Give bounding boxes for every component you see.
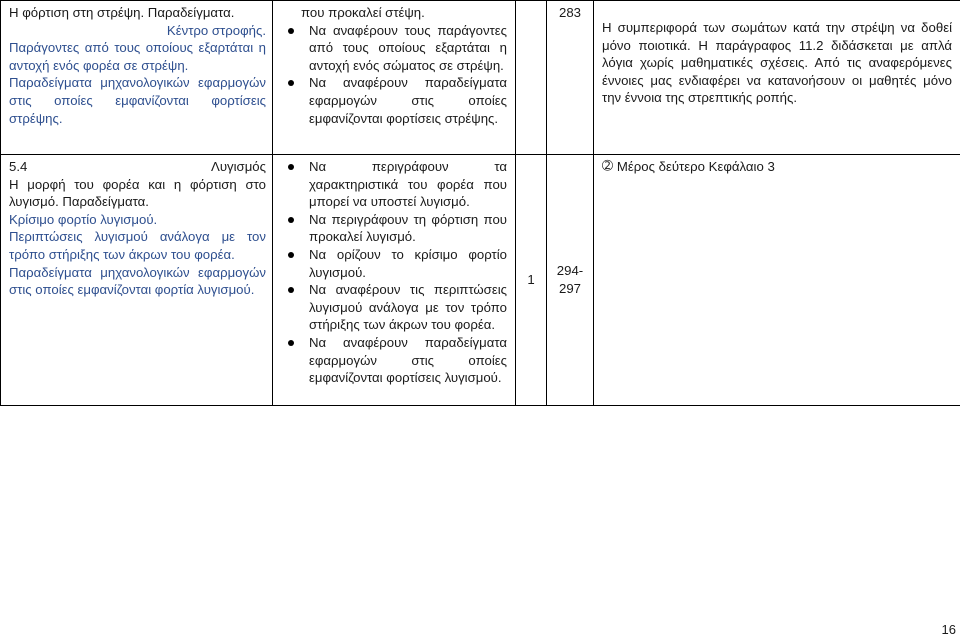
topic-line: Παράγοντες από τους οποίους εξαρτάται η αντοχή ενός φορέα σε στρέψη. xyxy=(9,40,266,73)
topics-cell xyxy=(1,1,273,155)
objectives-list xyxy=(281,158,507,387)
list-item: Να περιγράφουν τη φόρτιση που προκαλεί λυγισμό. xyxy=(281,211,507,246)
pages-cell xyxy=(547,1,594,155)
hours-value xyxy=(516,1,546,7)
objectives-list xyxy=(281,22,507,128)
part-reference xyxy=(602,158,952,176)
hours-value: 1 xyxy=(527,272,535,288)
notes-cell xyxy=(594,1,960,155)
list-item: Να περιγράφουν τα χαρακτηριστικά του φορέα που μπορεί να υποστεί λυγισμό. xyxy=(281,158,507,211)
list-item: Να ορίζουν το κρίσιμο φορτίο λυγισμού. xyxy=(281,246,507,281)
section-title: Λυγισμός xyxy=(211,159,266,174)
part-label-text: Μέρος δεύτερο Κεφάλαιο 3 xyxy=(616,159,775,174)
list-item: Να αναφέρουν παραδείγματα εφαρμογών στις οποίες εμφανίζονται φορτίσεις λυγισμού. xyxy=(281,334,507,387)
circled-number-icon: ➁ xyxy=(602,159,613,174)
topic-line: Η μορφή του φορέα και η φόρτιση στο λυγισμό. Παραδείγματα. xyxy=(9,176,266,210)
section-heading xyxy=(9,158,266,176)
pages-cell xyxy=(547,155,594,406)
pages-value: 283 xyxy=(558,5,581,20)
list-item: Να αναφέρουν τους παράγοντες από τους οποίους εξαρτάται η αντοχή ενός σώματος σε στρέψη. xyxy=(281,22,507,75)
table-row xyxy=(1,1,960,155)
topic-line: Παραδείγματα μηχανολογικών εφαρμογών στις οποίες εμφανίζονται φορτίσεις στρέψης. xyxy=(9,75,266,126)
list-item: Να αναφέρουν τις περιπτώσεις λυγισμού ανάλογα με τον τρόπο στήριξης των άκρων του φορέα. xyxy=(281,281,507,334)
list-item: Να αναφέρουν παραδείγματα εφαρμογών στις οποίες εμφανίζονται φορτίσεις στρέψης. xyxy=(281,74,507,127)
section-number: 5.4 xyxy=(9,159,28,174)
topic-line: Παραδείγματα μηχανολογικών εφαρμογών στις οποίες εμφανίζονται φορτία λυγισμού. xyxy=(9,264,266,298)
notes-text: Η συμπεριφορά των σωμάτων κατά την στρέψη να δοθεί μόνο ποιοτικά. Η παράγραφος 11.2 διδάσκεται με απλά λόγια χωρίς μαθηματικές σχέσεις. Από τις αναφερόμενες έννοιες μας ενδιαφέρει να κατανοήσουν οι μαθητές μόνο την έννοια της στρεπτικής ροπής. xyxy=(602,20,952,106)
objectives-cell xyxy=(273,1,516,155)
objective-continuation: που προκαλεί στέψη. xyxy=(301,5,425,20)
page-number: 16 xyxy=(941,622,956,637)
notes-cell xyxy=(594,155,960,406)
objectives-cell xyxy=(273,155,516,406)
topic-line: Κέντρο στροφής. xyxy=(166,22,266,38)
topic-line: Η φόρτιση στη στρέψη. Παραδείγματα. xyxy=(9,5,235,20)
topic-line: Περιπτώσεις λυγισμού ανάλογα με τον τρόπο στήριξης των άκρων του φορέα. xyxy=(9,229,266,262)
hours-cell xyxy=(516,155,547,406)
topics-cell xyxy=(1,155,273,406)
topic-line: Κρίσιμο φορτίο λυγισμού. xyxy=(9,211,158,227)
hours-cell xyxy=(516,1,547,155)
table-row xyxy=(1,155,960,406)
pages-value: 294-297 xyxy=(556,263,584,296)
